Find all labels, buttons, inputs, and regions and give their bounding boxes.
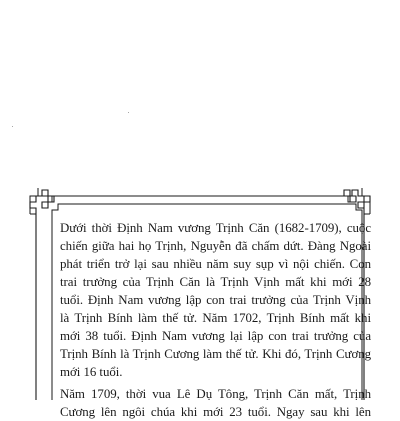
text-line: mới 38 tuổi. Định Nam vương lại lập con trai trưởng của — [60, 329, 371, 343]
paragraph-2 — [60, 385, 371, 421]
top-left-corner-ornament — [30, 188, 52, 214]
scan-speck — [12, 126, 13, 127]
text-line: phát triển trở lại sau nhiều năm suy sụp vì nội chiến. Con — [60, 257, 371, 271]
text-line: Năm 1709, thời vua Lê Dụ Tông, Trịnh Căn mất, Trịnh — [60, 387, 371, 401]
text-line: trai trưởng của Trịnh Căn là Trịnh Vịnh mất khi mới 28 — [60, 275, 371, 289]
text-line: Dưới thời Định Nam vương Trịnh Căn (1682-1709), cuộc — [60, 221, 371, 235]
paragraph-1 — [60, 219, 371, 381]
text-line: chiến giữa hai họ Trịnh, Nguyễn đã chấm dứt. Đàng Ngoài — [60, 239, 371, 253]
text-line: là Trịnh Bính làm thế tử. Năm 1702, Trịnh Bính mất khi — [60, 311, 371, 325]
body-text — [60, 219, 371, 421]
text-line: Trịnh Bính là Trịnh Cương làm thế tử. Khi đó, Trịnh Cương — [60, 347, 371, 361]
scan-speck — [128, 112, 129, 113]
text-line: tuổi. Định Nam vương lập con trai trưởng của Trịnh Vịnh — [60, 293, 371, 307]
text-line: mới 16 tuổi. — [60, 365, 123, 379]
text-line: Cương lên ngôi chúa khi mới 23 tuổi. Ngay sau khi lên — [60, 405, 371, 419]
